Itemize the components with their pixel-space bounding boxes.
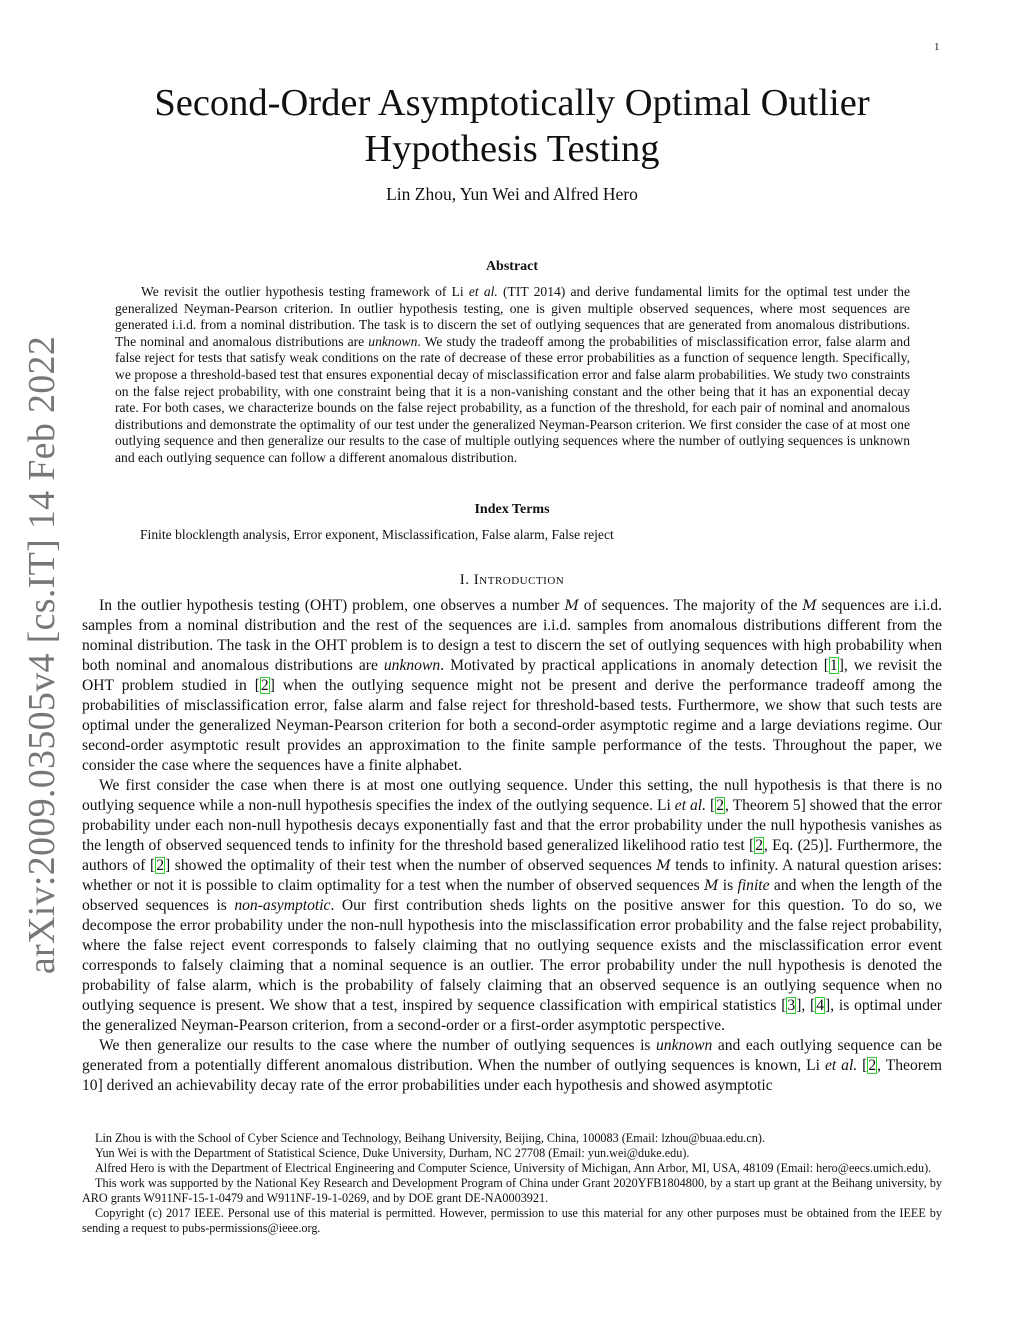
math-symbol: M <box>802 598 817 614</box>
emphasis: et al. <box>674 797 707 814</box>
text-run: We then generalize our results to the case where the number of outlying sequences is <box>99 1037 656 1054</box>
citation-link[interactable]: 2 <box>755 837 763 854</box>
emphasis: unknown <box>368 333 418 349</box>
text-run: sequences are i.i.d. samples from a nominal distribution and the rest of the sequences are i.i.d. samples from anomalous distributions different from the nominal distribution. The task in the OHT problem is to design a test to discern the set of outlying sequences with high probability when both nominal and anomalous distributions are <box>82 597 942 674</box>
emphasis: unknown <box>383 657 441 674</box>
text-run: is <box>718 877 738 894</box>
citation-link[interactable]: 2 <box>260 677 269 694</box>
emphasis: non-asymptotic <box>234 897 331 914</box>
text-run: We revisit the outlier hypothesis testing framework of Li <box>141 284 469 299</box>
section-title: Introduction <box>473 572 565 588</box>
emphasis: et al. <box>824 1057 858 1074</box>
math-symbol: M <box>564 598 579 614</box>
citation-link[interactable]: 4 <box>816 997 825 1014</box>
footnote: Yun Wei is with the Department of Statistical Science, Duke University, Durham, NC 27708 (Email: yun.wei@duke.edu). <box>95 1146 690 1160</box>
math-symbol: M <box>656 858 671 874</box>
text-run: ] showed the optimality of their test when the number of observed sequences <box>165 857 657 874</box>
paper-title <box>0 80 1024 172</box>
text-run: , Eq. (25)]. Furthermore, the authors of [ <box>82 837 942 874</box>
text-run: , Theorem 10] derived an achievability decay rate of the error probabilities under each hypothesis and showed asymptotic <box>82 1057 942 1094</box>
text-run: and each outlying sequence can be generated from a potentially different anomalous distribution. When the number of outlying sequences is known, Li <box>82 1037 942 1074</box>
text-run: [ <box>706 797 716 814</box>
section-heading <box>0 572 1024 589</box>
paragraph <box>82 1036 942 1096</box>
citation-link[interactable]: 2 <box>156 857 164 874</box>
footnote: This work was supported by the National Key Research and Development Program of China under Grant 2020YFB1804800, by a start up grant at the Beihang university, by ARO grants W911NF-15-1-0479 and W911NF-19-1-0269, and by DOE grant DE-NA0003921. <box>82 1176 942 1205</box>
text-run: ], is optimal under the generalized Neyman-Pearson criterion, from a second-order or a first-order asymptotic perspective. <box>82 997 942 1034</box>
emphasis: et al. <box>468 284 498 299</box>
text-run: , Theorem 5] showed that the error probability under each non-null hypothesis decays exponentially fast and that the error probability under the null hypothesis vanishes as the length of observed sequenced tends to infinity for the threshold based generalized likelihood ratio test [ <box>82 797 942 854</box>
emphasis: unknown <box>656 1037 713 1054</box>
footnote: Copyright (c) 2017 IEEE. Personal use of this material is permitted. However, permission to use this material for any other purposes must be obtained from the IEEE by sending a request to pubs-permissions@ieee.org. <box>82 1206 942 1235</box>
text-run: tends to infinity. A natural question arises: whether or not it is possible to claim optimality for a test when the number of observed sequences <box>82 857 942 894</box>
section-number: I. <box>459 572 474 588</box>
math-symbol: M <box>704 878 719 894</box>
text-run: ] when the outlying sequence might not be present and derive the performance tradeoff among the probabilities of misclassification error, false alarm and false reject for threshold-based tests. Furthermore, we show that such tests are optimal under the generalized Neyman-Pearson criterion for both a second-order asymptotic regime and a large deviations regime. Our second-order asymptotic result provides an approximation to the finite sample performance of the tests. Throughout the paper, we consider the case where the sequences have a finite alphabet. <box>82 677 942 774</box>
text-run: ], [ <box>796 997 816 1014</box>
text-run: of sequences. The majority of the <box>578 597 803 614</box>
footnote: Lin Zhou is with the School of Cyber Science and Technology, Beihang University, Beijing, China, 100083 (Email: lzhou@buaa.edu.cn). <box>95 1131 765 1145</box>
text-run: ], we revisit the OHT problem studied in [ <box>82 657 942 694</box>
introduction-body <box>82 596 942 1096</box>
title-line-2: Hypothesis Testing <box>364 128 660 170</box>
abstract-text <box>115 284 910 467</box>
text-run: . Motivated by practical applications in anomaly detection [ <box>440 657 829 674</box>
citation-link[interactable]: 2 <box>868 1057 877 1074</box>
text-run: [ <box>857 1057 868 1074</box>
index-terms: Finite blocklength analysis, Error exponent, Misclassification, False alarm, False reject <box>140 527 614 542</box>
emphasis: finite <box>737 877 770 894</box>
paragraph <box>82 776 942 1036</box>
text-run: . Our first contribution sheds lights on the positive answer for this question. To do so, we decompose the error probability under the non-null hypothesis into the misclassification error probability and the false reject probability, where the false reject event corresponds to falsely claiming that no outlying sequence exists and the misclassification error event corresponds to falsely claiming that a nominal sequence is an outlier. The error probability under the null hypothesis is denoted the probability of false alarm, which is the probability of falsely claiming that an observed sequence is an outlying sequence when no outlying sequence is present. We show that a test, inspired by sequence classification with empirical statistics [ <box>82 897 942 1014</box>
citation-link[interactable]: 3 <box>787 997 796 1014</box>
footnote: Alfred Hero is with the Department of Electrical Engineering and Computer Science, University of Michigan, Ann Arbor, MI, USA, 48109 (Email: hero@eecs.umich.edu). <box>95 1161 932 1175</box>
text-run: In the outlier hypothesis testing (OHT) problem, one observes a number <box>99 597 565 614</box>
arxiv-stamp[interactable]: arXiv:2009.03505v4 [cs.IT] 14 Feb 2022 <box>21 335 63 975</box>
text-run: (TIT 2014) and derive fundamental limits for the optimal test under the generalized Neyman-Pearson criterion. In outlier hypothesis testing, one is given multiple observed sequences, where most sequences are generated i.i.d. from a nominal distribution. The task is to discern the set of outlying sequences that are generated from anomalous distributions. The nominal and anomalous distributions are <box>115 284 910 349</box>
page-number: 1 <box>934 41 940 53</box>
text-run: . We study the tradeoff among the probabilities of misclassification error, false alarm and false reject for tests that satisfy weak conditions on the rate of decrease of these error probabilities as a function of sequence length. Specifically, we propose a threshold-based test that ensures exponential decay of misclassification error and false alarm probabilities. We study two constraints on the false reject probability, with one constraint being that it is a non-vanishing constant and the other being that it has an exponential decay rate. For both cases, we characterize bounds on the false reject probability, as a function of the threshold, for each pair of nominal and anomalous distributions and demonstrate the optimality of our test under the generalized Neyman-Pearson criterion. We first consider the case of at most one outlying sequence and then generalize our results to the case of multiple outlying sequences where the number of outlying sequences is unknown and each outlying sequence can follow a different anomalous distribution. <box>115 333 911 465</box>
text-run: We first consider the case when there is at most one outlying sequence. Under this setting, the null hypothesis is that there is no outlying sequence while a non-null hypothesis specifies the index of the outlying sequence. Li <box>82 777 942 814</box>
footnotes <box>82 1131 942 1236</box>
abstract-heading: Abstract <box>485 259 539 274</box>
citation-link[interactable]: 1 <box>829 657 838 674</box>
paragraph <box>82 596 942 776</box>
citation-link[interactable]: 2 <box>716 797 724 814</box>
title-line-1: Second-Order Asymptotically Optimal Outlier <box>154 82 870 124</box>
text-run: and when the length of the observed sequences is <box>82 877 942 914</box>
index-terms-heading: Index Terms <box>474 502 550 517</box>
authors: Lin Zhou, Yun Wei and Alfred Hero <box>386 184 638 204</box>
